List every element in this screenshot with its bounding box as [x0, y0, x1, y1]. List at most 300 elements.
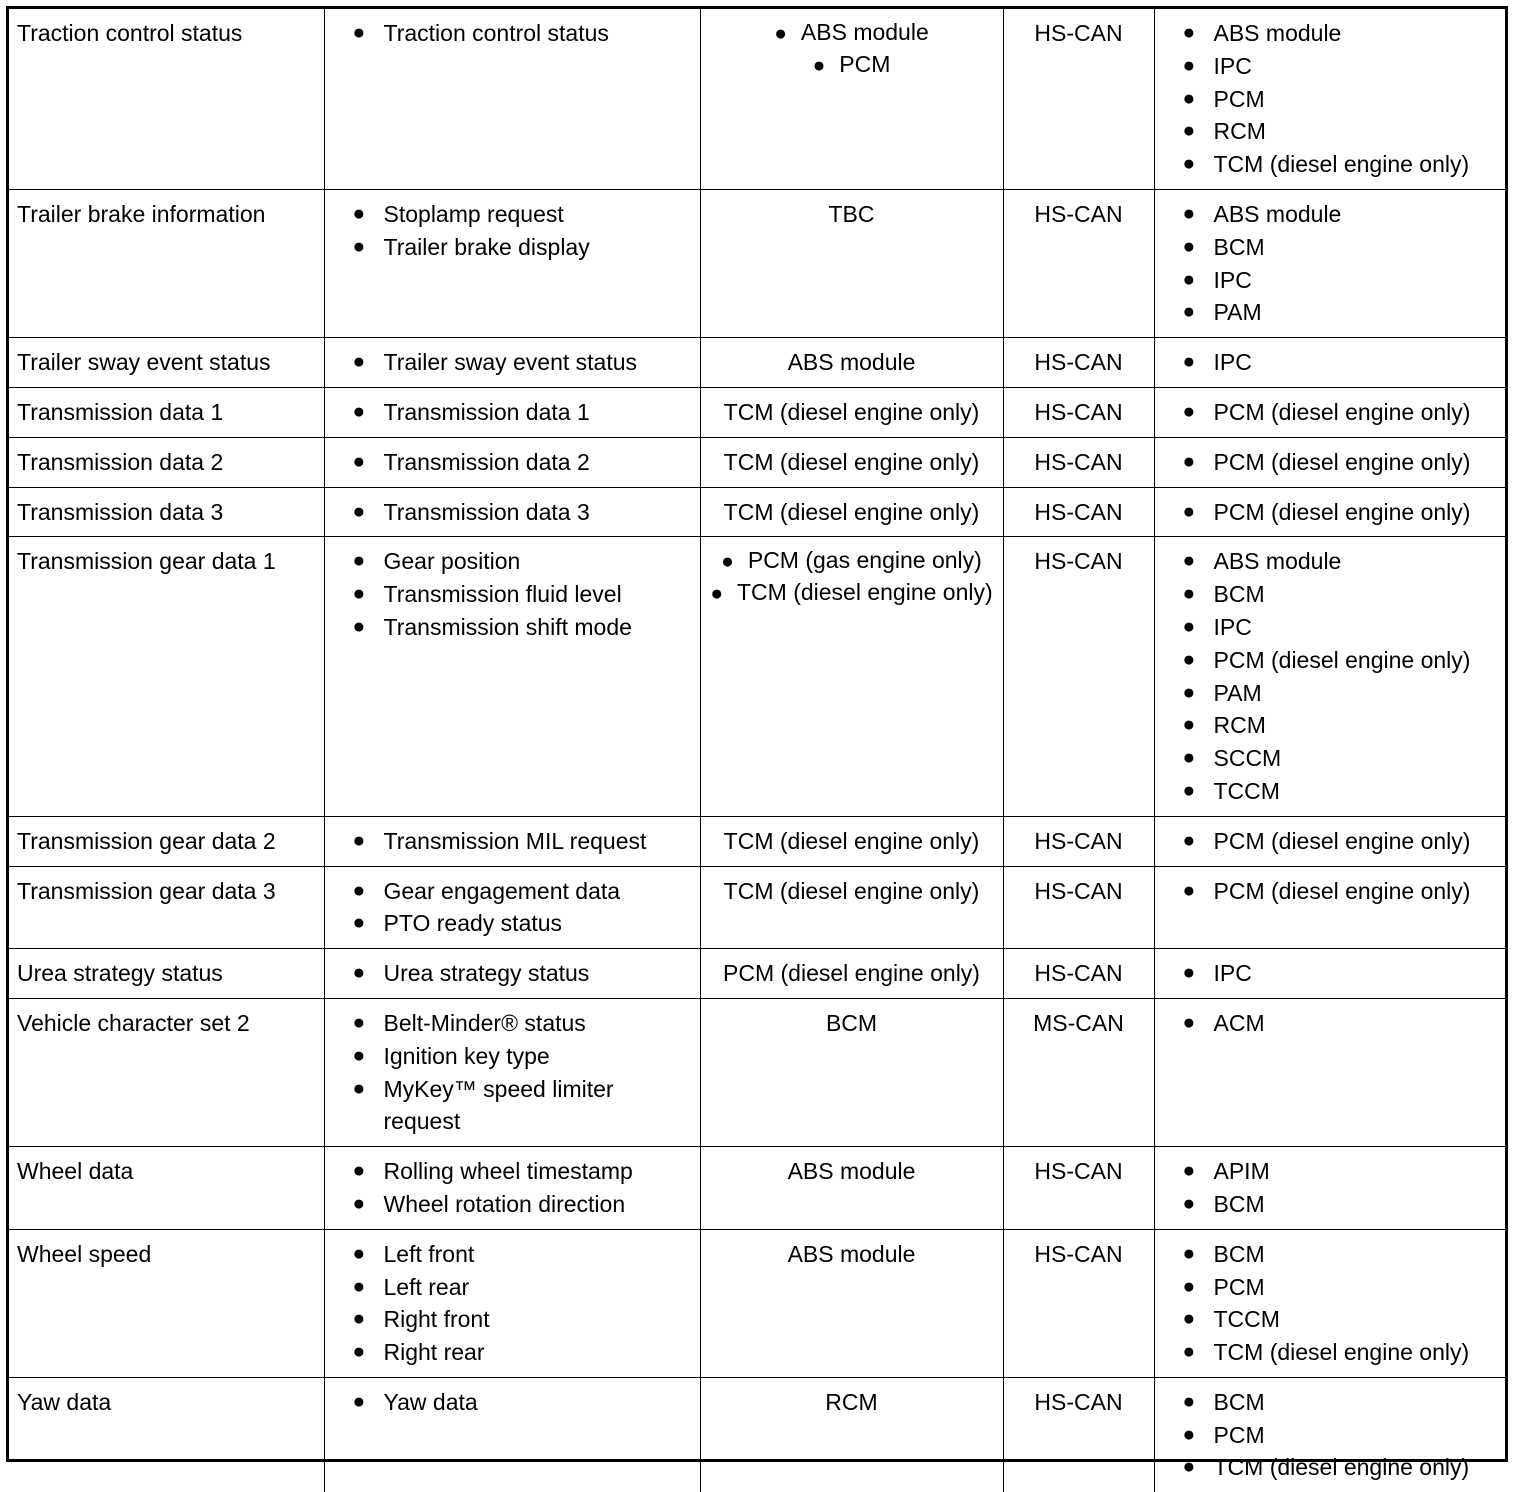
- originating-module: ABS module: [787, 1240, 916, 1267]
- table-row: [9, 866, 1505, 949]
- table-row: [9, 487, 1505, 537]
- list-item-text: PCM (diesel engine only): [1213, 646, 1471, 673]
- receiving-modules-cell: [1154, 866, 1505, 949]
- bullet-icon: ●: [1182, 267, 1196, 291]
- list-item: [333, 825, 692, 858]
- list-item: [333, 545, 692, 578]
- list-item-text: BCM: [1213, 1388, 1265, 1415]
- bullet-icon: ●: [352, 549, 366, 573]
- list-item-text: BCM: [1213, 581, 1265, 608]
- list-item: [333, 907, 692, 940]
- originating-module-cell: [700, 437, 1003, 487]
- bullet-list: [333, 1386, 692, 1419]
- bullet-icon: ●: [352, 1191, 366, 1215]
- bullet-icon: ●: [352, 449, 366, 473]
- bullet-list: [333, 825, 692, 858]
- list-item: [333, 1386, 692, 1419]
- message-name: Urea strategy status: [17, 960, 223, 987]
- network-message-table-page: [6, 6, 1508, 1481]
- receiving-modules-cell: [1154, 816, 1505, 866]
- list-item: [1163, 231, 1498, 264]
- list-item-text: TCCM: [1213, 777, 1280, 804]
- originating-module: TBC: [828, 200, 875, 227]
- message-contents-cell: [324, 949, 700, 999]
- table-row: [9, 998, 1505, 1146]
- message-contents-cell: [324, 1147, 700, 1230]
- list-item-text: Transmission data 1: [383, 398, 590, 425]
- originating-module-cell: [700, 189, 1003, 337]
- originating-module-cell: [700, 338, 1003, 388]
- bullet-icon: ●: [352, 1159, 366, 1183]
- list-item-text: RCM: [1213, 712, 1266, 739]
- network-cell: [1003, 1147, 1154, 1230]
- bullet-icon: ●: [352, 828, 366, 852]
- list-item: [333, 1007, 692, 1040]
- list-item-text: PCM (gas engine only): [747, 547, 982, 574]
- bullet-list: [1163, 1386, 1498, 1484]
- bullet-icon: ●: [1182, 449, 1196, 473]
- list-item: [1163, 1271, 1498, 1304]
- list-item-text: Traction control status: [383, 20, 609, 46]
- list-item-text: Left front: [383, 1240, 475, 1267]
- network-name: HS-CAN: [1034, 349, 1123, 376]
- bullet-list: [1163, 198, 1498, 329]
- bullet-icon: ●: [352, 350, 366, 374]
- bullet-icon: ●: [1182, 1191, 1196, 1215]
- list-item-text: Transmission fluid level: [383, 581, 622, 608]
- bullet-icon: ●: [1182, 499, 1196, 523]
- message-name-cell: [9, 387, 324, 437]
- network-cell: [1003, 437, 1154, 487]
- message-name-cell: [9, 9, 324, 189]
- table-row: [9, 537, 1505, 816]
- bullet-icon: ●: [352, 1389, 366, 1413]
- list-item: [709, 49, 995, 81]
- message-contents-cell: [324, 866, 700, 949]
- list-item: [1163, 83, 1498, 116]
- bullet-icon: ●: [352, 21, 366, 44]
- bullet-icon: ●: [1182, 201, 1196, 225]
- list-item-text: Gear position: [383, 548, 521, 575]
- list-item-text: Left rear: [383, 1273, 470, 1300]
- list-item: [1163, 677, 1498, 710]
- originating-module: RCM: [825, 1388, 878, 1415]
- message-name-cell: [9, 487, 324, 537]
- bullet-icon: ●: [1182, 549, 1196, 573]
- bullet-icon: ●: [1182, 1159, 1196, 1183]
- receiving-modules-cell: [1154, 537, 1505, 816]
- list-item: [1163, 264, 1498, 297]
- list-item: [1163, 578, 1498, 611]
- bullet-icon: ●: [352, 961, 366, 985]
- message-name-cell: [9, 189, 324, 337]
- list-item: [333, 1238, 692, 1271]
- message-name: Trailer brake information: [17, 200, 266, 227]
- table-row: [9, 816, 1505, 866]
- network-cell: [1003, 949, 1154, 999]
- list-item-text: RCM: [1213, 118, 1266, 145]
- message-contents-cell: [324, 537, 700, 816]
- network-cell: [1003, 1229, 1154, 1377]
- list-item: [1163, 17, 1498, 50]
- message-name-cell: [9, 537, 324, 816]
- list-item-text: Urea strategy status: [383, 960, 590, 987]
- originating-module: PCM (diesel engine only): [723, 960, 980, 987]
- list-item: [1163, 148, 1498, 181]
- network-name: HS-CAN: [1034, 1240, 1123, 1267]
- bullet-icon: ●: [1182, 713, 1196, 737]
- list-item: [1163, 1419, 1498, 1452]
- list-item-text: IPC: [1213, 960, 1252, 987]
- bullet-list: [333, 545, 692, 643]
- network-cell: [1003, 1377, 1154, 1492]
- receiving-modules-cell: [1154, 189, 1505, 337]
- message-name-cell: [9, 338, 324, 388]
- list-item-text: ACM: [1213, 1009, 1265, 1036]
- list-item-text: TCM (diesel engine only): [737, 579, 993, 606]
- bullet-list: [709, 545, 995, 609]
- list-item-text: MyKey™ speed limiter request: [383, 1075, 614, 1135]
- bullet-list: [333, 396, 692, 429]
- bullet-icon: ●: [352, 878, 366, 902]
- bullet-icon: ●: [1182, 86, 1196, 110]
- list-item-text: Right front: [383, 1306, 490, 1333]
- list-item-text: PCM: [1213, 1273, 1265, 1300]
- list-item: [333, 1303, 692, 1336]
- bullet-icon: ●: [1182, 1307, 1196, 1331]
- originating-module-cell: [700, 816, 1003, 866]
- message-contents-cell: [324, 9, 700, 189]
- network-name: HS-CAN: [1034, 1388, 1123, 1415]
- receiving-modules-cell: [1154, 9, 1505, 189]
- list-item-text: PCM (diesel engine only): [1213, 498, 1471, 525]
- list-item: [1163, 825, 1498, 858]
- list-item-text: TCM (diesel engine only): [1213, 151, 1470, 178]
- message-contents-cell: [324, 338, 700, 388]
- list-item: [1163, 709, 1498, 742]
- originating-module: TCM (diesel engine only): [723, 498, 980, 525]
- message-contents-cell: [324, 1377, 700, 1492]
- table-row: [9, 949, 1505, 999]
- message-contents-cell: [324, 387, 700, 437]
- list-item-text: IPC: [1213, 349, 1252, 376]
- bullet-icon: ●: [1182, 828, 1196, 852]
- table-row: [9, 1229, 1505, 1377]
- list-item-text: Transmission MIL request: [383, 827, 647, 854]
- list-item-text: Belt-Minder® status: [383, 1009, 586, 1036]
- list-item: [1163, 50, 1498, 83]
- list-item-text: BCM: [1213, 1190, 1265, 1217]
- bullet-icon: ●: [1182, 300, 1196, 324]
- list-item: [333, 1040, 692, 1073]
- list-item: [1163, 446, 1498, 479]
- originating-module-cell: [700, 487, 1003, 537]
- list-item: [709, 17, 995, 49]
- network-name: HS-CAN: [1034, 877, 1123, 904]
- list-item-text: PTO ready status: [383, 910, 563, 937]
- network-message-table: [9, 9, 1505, 1492]
- network-cell: [1003, 998, 1154, 1146]
- list-item-text: APIM: [1213, 1158, 1270, 1185]
- network-cell: [1003, 189, 1154, 337]
- bullet-icon: ●: [352, 1043, 366, 1067]
- bullet-icon: ●: [1182, 234, 1196, 258]
- list-item: [333, 611, 692, 644]
- bullet-icon: ●: [1182, 614, 1196, 638]
- list-item: [1163, 1303, 1498, 1336]
- network-name: MS-CAN: [1033, 1009, 1124, 1036]
- message-name-cell: [9, 437, 324, 487]
- bullet-icon: ●: [710, 582, 723, 606]
- bullet-icon: ●: [1182, 1241, 1196, 1265]
- list-item: [333, 396, 692, 429]
- list-item: [1163, 775, 1498, 808]
- list-item: [333, 875, 692, 908]
- list-item: [1163, 496, 1498, 529]
- list-item-text: PAM: [1213, 679, 1262, 706]
- network-cell: [1003, 866, 1154, 949]
- originating-module: TCM (diesel engine only): [723, 827, 980, 854]
- network-cell: [1003, 338, 1154, 388]
- originating-module-cell: [700, 1377, 1003, 1492]
- list-item-text: Right rear: [383, 1339, 485, 1366]
- bullet-icon: ●: [1182, 647, 1196, 671]
- bullet-list: [333, 446, 692, 479]
- list-item-text: Ignition key type: [383, 1042, 550, 1069]
- bullet-list: [1163, 496, 1498, 529]
- list-item: [333, 446, 692, 479]
- originating-module-cell: [700, 387, 1003, 437]
- list-item-text: PCM (diesel engine only): [1213, 827, 1471, 854]
- bullet-list: [333, 346, 692, 379]
- list-item-text: TCM (diesel engine only): [1213, 1454, 1470, 1481]
- originating-module: BCM: [825, 1009, 878, 1036]
- list-item-text: Transmission data 2: [383, 448, 590, 475]
- bullet-icon: ●: [352, 911, 366, 935]
- bullet-list: [709, 17, 995, 81]
- bullet-list: [1163, 17, 1498, 181]
- originating-module-cell: [700, 998, 1003, 1146]
- list-item: [1163, 1155, 1498, 1188]
- message-name-cell: [9, 998, 324, 1146]
- bullet-list: [333, 1155, 692, 1221]
- list-item: [333, 231, 692, 264]
- network-name: HS-CAN: [1034, 960, 1123, 987]
- bullet-icon: ●: [352, 399, 366, 423]
- bullet-icon: ●: [1182, 1389, 1196, 1413]
- receiving-modules-cell: [1154, 1229, 1505, 1377]
- receiving-modules-cell: [1154, 1377, 1505, 1492]
- list-item: [333, 578, 692, 611]
- list-item: [333, 496, 692, 529]
- network-name: HS-CAN: [1034, 398, 1123, 425]
- originating-module-cell: [700, 537, 1003, 816]
- originating-module: ABS module: [787, 1158, 916, 1185]
- bullet-icon: ●: [1182, 778, 1196, 802]
- bullet-icon: ●: [352, 201, 366, 225]
- message-name-cell: [9, 1377, 324, 1492]
- receiving-modules-cell: [1154, 437, 1505, 487]
- bullet-icon: ●: [1182, 1455, 1196, 1479]
- bullet-icon: ●: [352, 1340, 366, 1364]
- originating-module-cell: [700, 1229, 1003, 1377]
- message-contents-cell: [324, 487, 700, 537]
- bullet-list: [1163, 1238, 1498, 1369]
- list-item: [333, 1073, 692, 1139]
- bullet-icon: ●: [352, 499, 366, 523]
- bullet-icon: ●: [1182, 350, 1196, 374]
- list-item: [333, 17, 692, 50]
- bullet-icon: ●: [352, 1010, 366, 1034]
- bullet-list: [1163, 396, 1498, 429]
- bullet-list: [333, 875, 692, 941]
- bullet-list: [1163, 346, 1498, 379]
- list-item-text: PCM (diesel engine only): [1213, 877, 1471, 904]
- list-item: [1163, 115, 1498, 148]
- network-cell: [1003, 816, 1154, 866]
- message-contents-cell: [324, 816, 700, 866]
- bullet-icon: ●: [1182, 680, 1196, 704]
- bullet-icon: ●: [1182, 582, 1196, 606]
- list-item-text: ABS module: [1213, 548, 1342, 575]
- message-name-cell: [9, 1229, 324, 1377]
- list-item: [333, 1336, 692, 1369]
- table-body: [9, 9, 1505, 1492]
- network-name: HS-CAN: [1034, 200, 1123, 227]
- message-contents-cell: [324, 437, 700, 487]
- list-item: [1163, 957, 1498, 990]
- bullet-list: [333, 957, 692, 990]
- originating-module: TCM (diesel engine only): [723, 448, 980, 475]
- message-name: Yaw data: [17, 1388, 112, 1415]
- bullet-list: [333, 198, 692, 264]
- list-item: [1163, 611, 1498, 644]
- list-item: [1163, 545, 1498, 578]
- list-item-text: Transmission data 3: [383, 498, 590, 525]
- bullet-icon: ●: [1182, 1340, 1196, 1364]
- bullet-list: [1163, 1007, 1498, 1040]
- list-item-text: Yaw data: [383, 1388, 478, 1415]
- bullet-icon: ●: [721, 550, 734, 574]
- bullet-icon: ●: [352, 234, 366, 258]
- list-item-text: ABS module: [1213, 200, 1342, 227]
- bullet-icon: ●: [774, 22, 787, 45]
- message-name: Transmission gear data 3: [17, 877, 276, 904]
- list-item-text: TCM (diesel engine only): [1213, 1339, 1470, 1366]
- network-cell: [1003, 9, 1154, 189]
- list-item-text: Trailer sway event status: [383, 349, 638, 376]
- list-item: [1163, 875, 1498, 908]
- receiving-modules-cell: [1154, 338, 1505, 388]
- list-item-text: Stoplamp request: [383, 200, 564, 227]
- list-item: [1163, 198, 1498, 231]
- list-item: [333, 1188, 692, 1221]
- list-item-text: SCCM: [1213, 745, 1282, 772]
- table-row: [9, 437, 1505, 487]
- message-contents-cell: [324, 998, 700, 1146]
- list-item: [1163, 1386, 1498, 1419]
- message-name: Wheel speed: [17, 1240, 152, 1267]
- bullet-icon: ●: [1182, 1010, 1196, 1034]
- list-item: [1163, 1238, 1498, 1271]
- list-item-text: PCM: [839, 51, 891, 77]
- list-item-text: PCM: [1213, 1421, 1265, 1448]
- bullet-icon: ●: [1182, 746, 1196, 770]
- bullet-list: [1163, 446, 1498, 479]
- list-item-text: PCM (diesel engine only): [1213, 398, 1471, 425]
- network-name: HS-CAN: [1034, 20, 1123, 46]
- list-item: [333, 1155, 692, 1188]
- message-name-cell: [9, 949, 324, 999]
- list-item-text: IPC: [1213, 52, 1252, 79]
- bullet-list: [333, 17, 692, 50]
- table-row: [9, 387, 1505, 437]
- list-item-text: Rolling wheel timestamp: [383, 1158, 633, 1185]
- message-name-cell: [9, 1147, 324, 1230]
- bullet-icon: ●: [352, 1241, 366, 1265]
- bullet-icon: ●: [812, 54, 826, 77]
- bullet-icon: ●: [1182, 399, 1196, 423]
- list-item: [333, 346, 692, 379]
- message-name: Transmission data 2: [17, 448, 224, 475]
- list-item: [1163, 296, 1498, 329]
- bullet-icon: ●: [352, 582, 366, 606]
- bullet-list: [1163, 545, 1498, 807]
- bullet-icon: ●: [1182, 21, 1196, 44]
- bullet-icon: ●: [1182, 53, 1196, 77]
- list-item-text: Trailer brake display: [383, 233, 590, 260]
- list-item: [1163, 346, 1498, 379]
- network-cell: [1003, 387, 1154, 437]
- message-name: Transmission data 3: [17, 498, 224, 525]
- bullet-list: [1163, 957, 1498, 990]
- network-cell: [1003, 537, 1154, 816]
- receiving-modules-cell: [1154, 487, 1505, 537]
- table-row: [9, 1147, 1505, 1230]
- list-item-text: ABS module: [1213, 20, 1342, 46]
- message-name: Transmission data 1: [17, 398, 224, 425]
- network-name: HS-CAN: [1034, 498, 1123, 525]
- table-row: [9, 189, 1505, 337]
- list-item-text: TCCM: [1213, 1306, 1280, 1333]
- bullet-icon: ●: [1182, 1422, 1196, 1446]
- bullet-icon: ●: [352, 1274, 366, 1298]
- bullet-icon: ●: [1182, 119, 1196, 143]
- originating-module-cell: [700, 1147, 1003, 1230]
- list-item-text: BCM: [1213, 233, 1265, 260]
- message-name: Vehicle character set 2: [17, 1009, 250, 1036]
- receiving-modules-cell: [1154, 1147, 1505, 1230]
- list-item: [1163, 742, 1498, 775]
- bullet-icon: ●: [1182, 878, 1196, 902]
- list-item: [1163, 644, 1498, 677]
- list-item-text: IPC: [1213, 266, 1252, 293]
- message-contents-cell: [324, 189, 700, 337]
- originating-module: ABS module: [787, 349, 916, 376]
- message-name-cell: [9, 866, 324, 949]
- list-item-text: PCM: [1213, 85, 1265, 112]
- bullet-list: [333, 496, 692, 529]
- originating-module-cell: [700, 9, 1003, 189]
- list-item-text: PAM: [1213, 299, 1262, 326]
- list-item: [333, 957, 692, 990]
- bullet-list: [1163, 825, 1498, 858]
- originating-module: TCM (diesel engine only): [723, 877, 980, 904]
- message-name: Trailer sway event status: [17, 349, 271, 376]
- message-name-cell: [9, 816, 324, 866]
- bullet-icon: ●: [352, 1307, 366, 1331]
- network-name: HS-CAN: [1034, 548, 1123, 575]
